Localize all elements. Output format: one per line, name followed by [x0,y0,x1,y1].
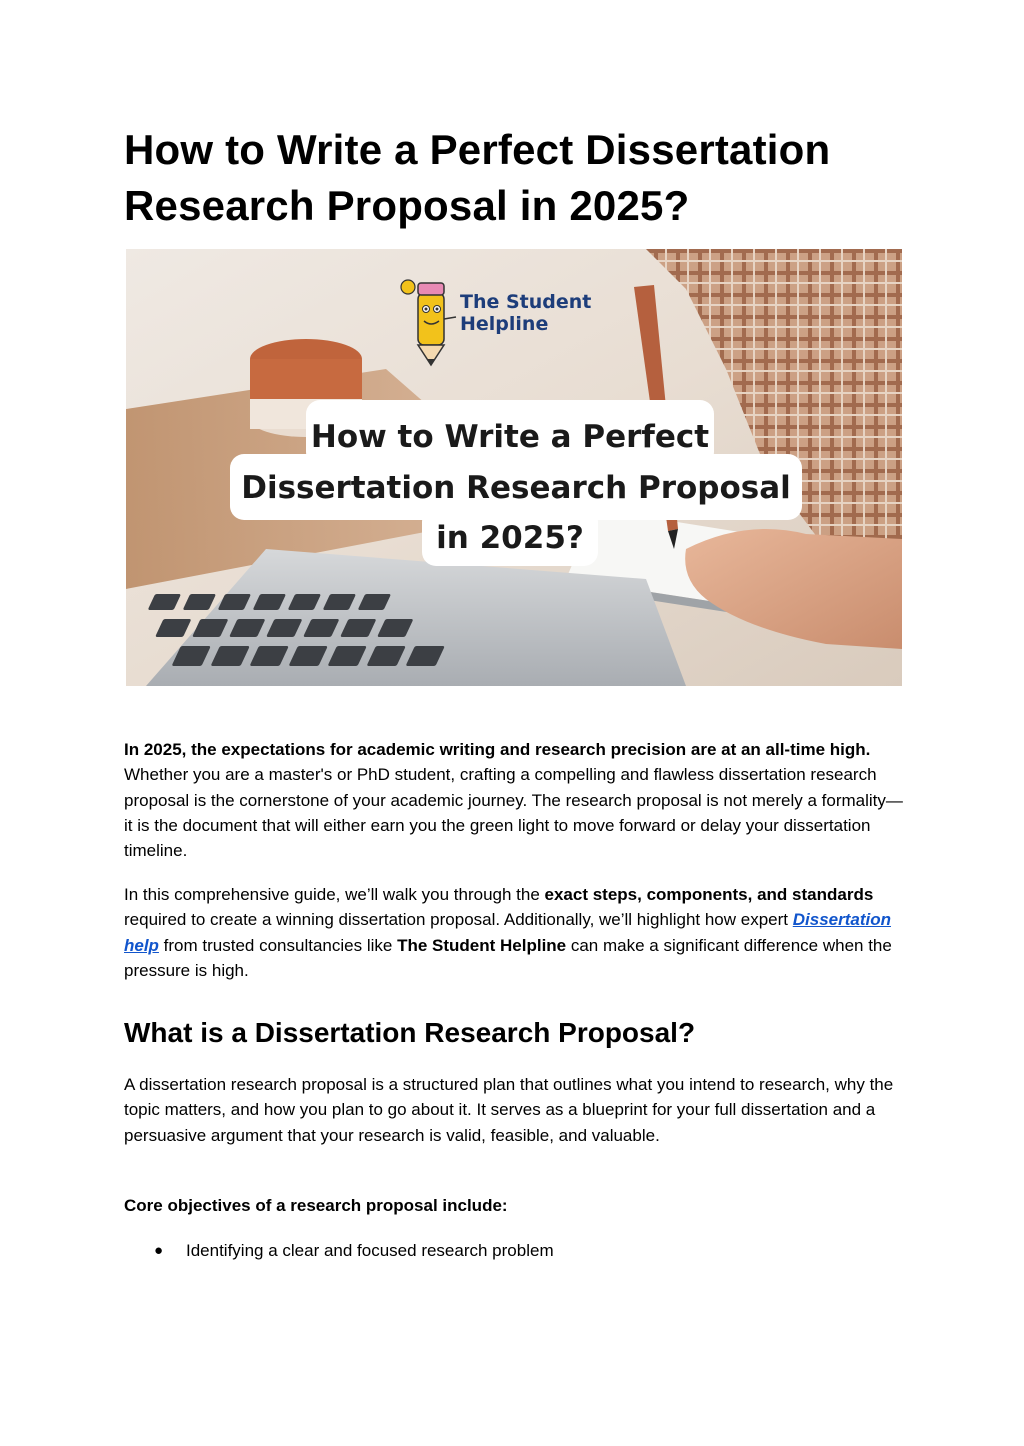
guide-part3: from trusted consultancies like [158,935,398,955]
page-title: How to Write a Perfect Dissertation Research Proposal in 2025? [124,126,831,229]
guide-part4: can make a significant difference when the pressure is high. [124,935,892,980]
objectives-heading: Core objectives of a research proposal include: [124,1196,508,1215]
objectives-list [124,1238,904,1263]
guide-bold2: The Student Helpline [397,935,567,955]
guide-part1: In this comprehensive guide, we’ll walk you through the [124,885,545,904]
intro-bold-lead: In 2025, the expectations for academic writing and research precision are at an all-time high. [124,740,871,759]
guide-part2: required to create a winning dissertation proposal. Additionally, we’ll highlight how expert [124,910,793,930]
bullet-dot-icon: ● [154,1242,164,1259]
hero-image [126,249,902,686]
intro-rest: Whether you are a master's or PhD student, crafting a compelling and flawless dissertation research proposal is the cornerstone of your academic journey. The research proposal is not merely a formality—it is the document that will either earn you the green light to move forward or delay your dissertation timeline. [124,765,903,861]
hero-brand-line1: The Student [460,291,592,313]
hero-headline-line1: How to Write a Perfect [310,419,710,455]
intro-paragraph [124,737,904,863]
section-heading: What is a Dissertation Research Proposal? [124,1017,696,1048]
hero-headline-line3: in 2025? [436,520,584,556]
hero-brand-line2: Helpline [460,313,549,335]
guide-paragraph [124,882,904,983]
objective-text: Identifying a clear and focused research problem [186,1241,554,1260]
guide-bold1: exact steps, components, and standards [544,885,874,904]
definition-paragraph: A dissertation research proposal is a structured plan that outlines what you intend to research, why the topic matters, and how you plan to go about it. It serves as a blueprint for your full dissertation and a persuasive argument that your research is valid, feasible, and valuable. [124,1075,894,1145]
hero-headline-line2: Dissertation Research Proposal [241,470,791,506]
list-item [124,1238,904,1263]
dissertation-help-link[interactable]: Dissertation help [124,910,891,955]
